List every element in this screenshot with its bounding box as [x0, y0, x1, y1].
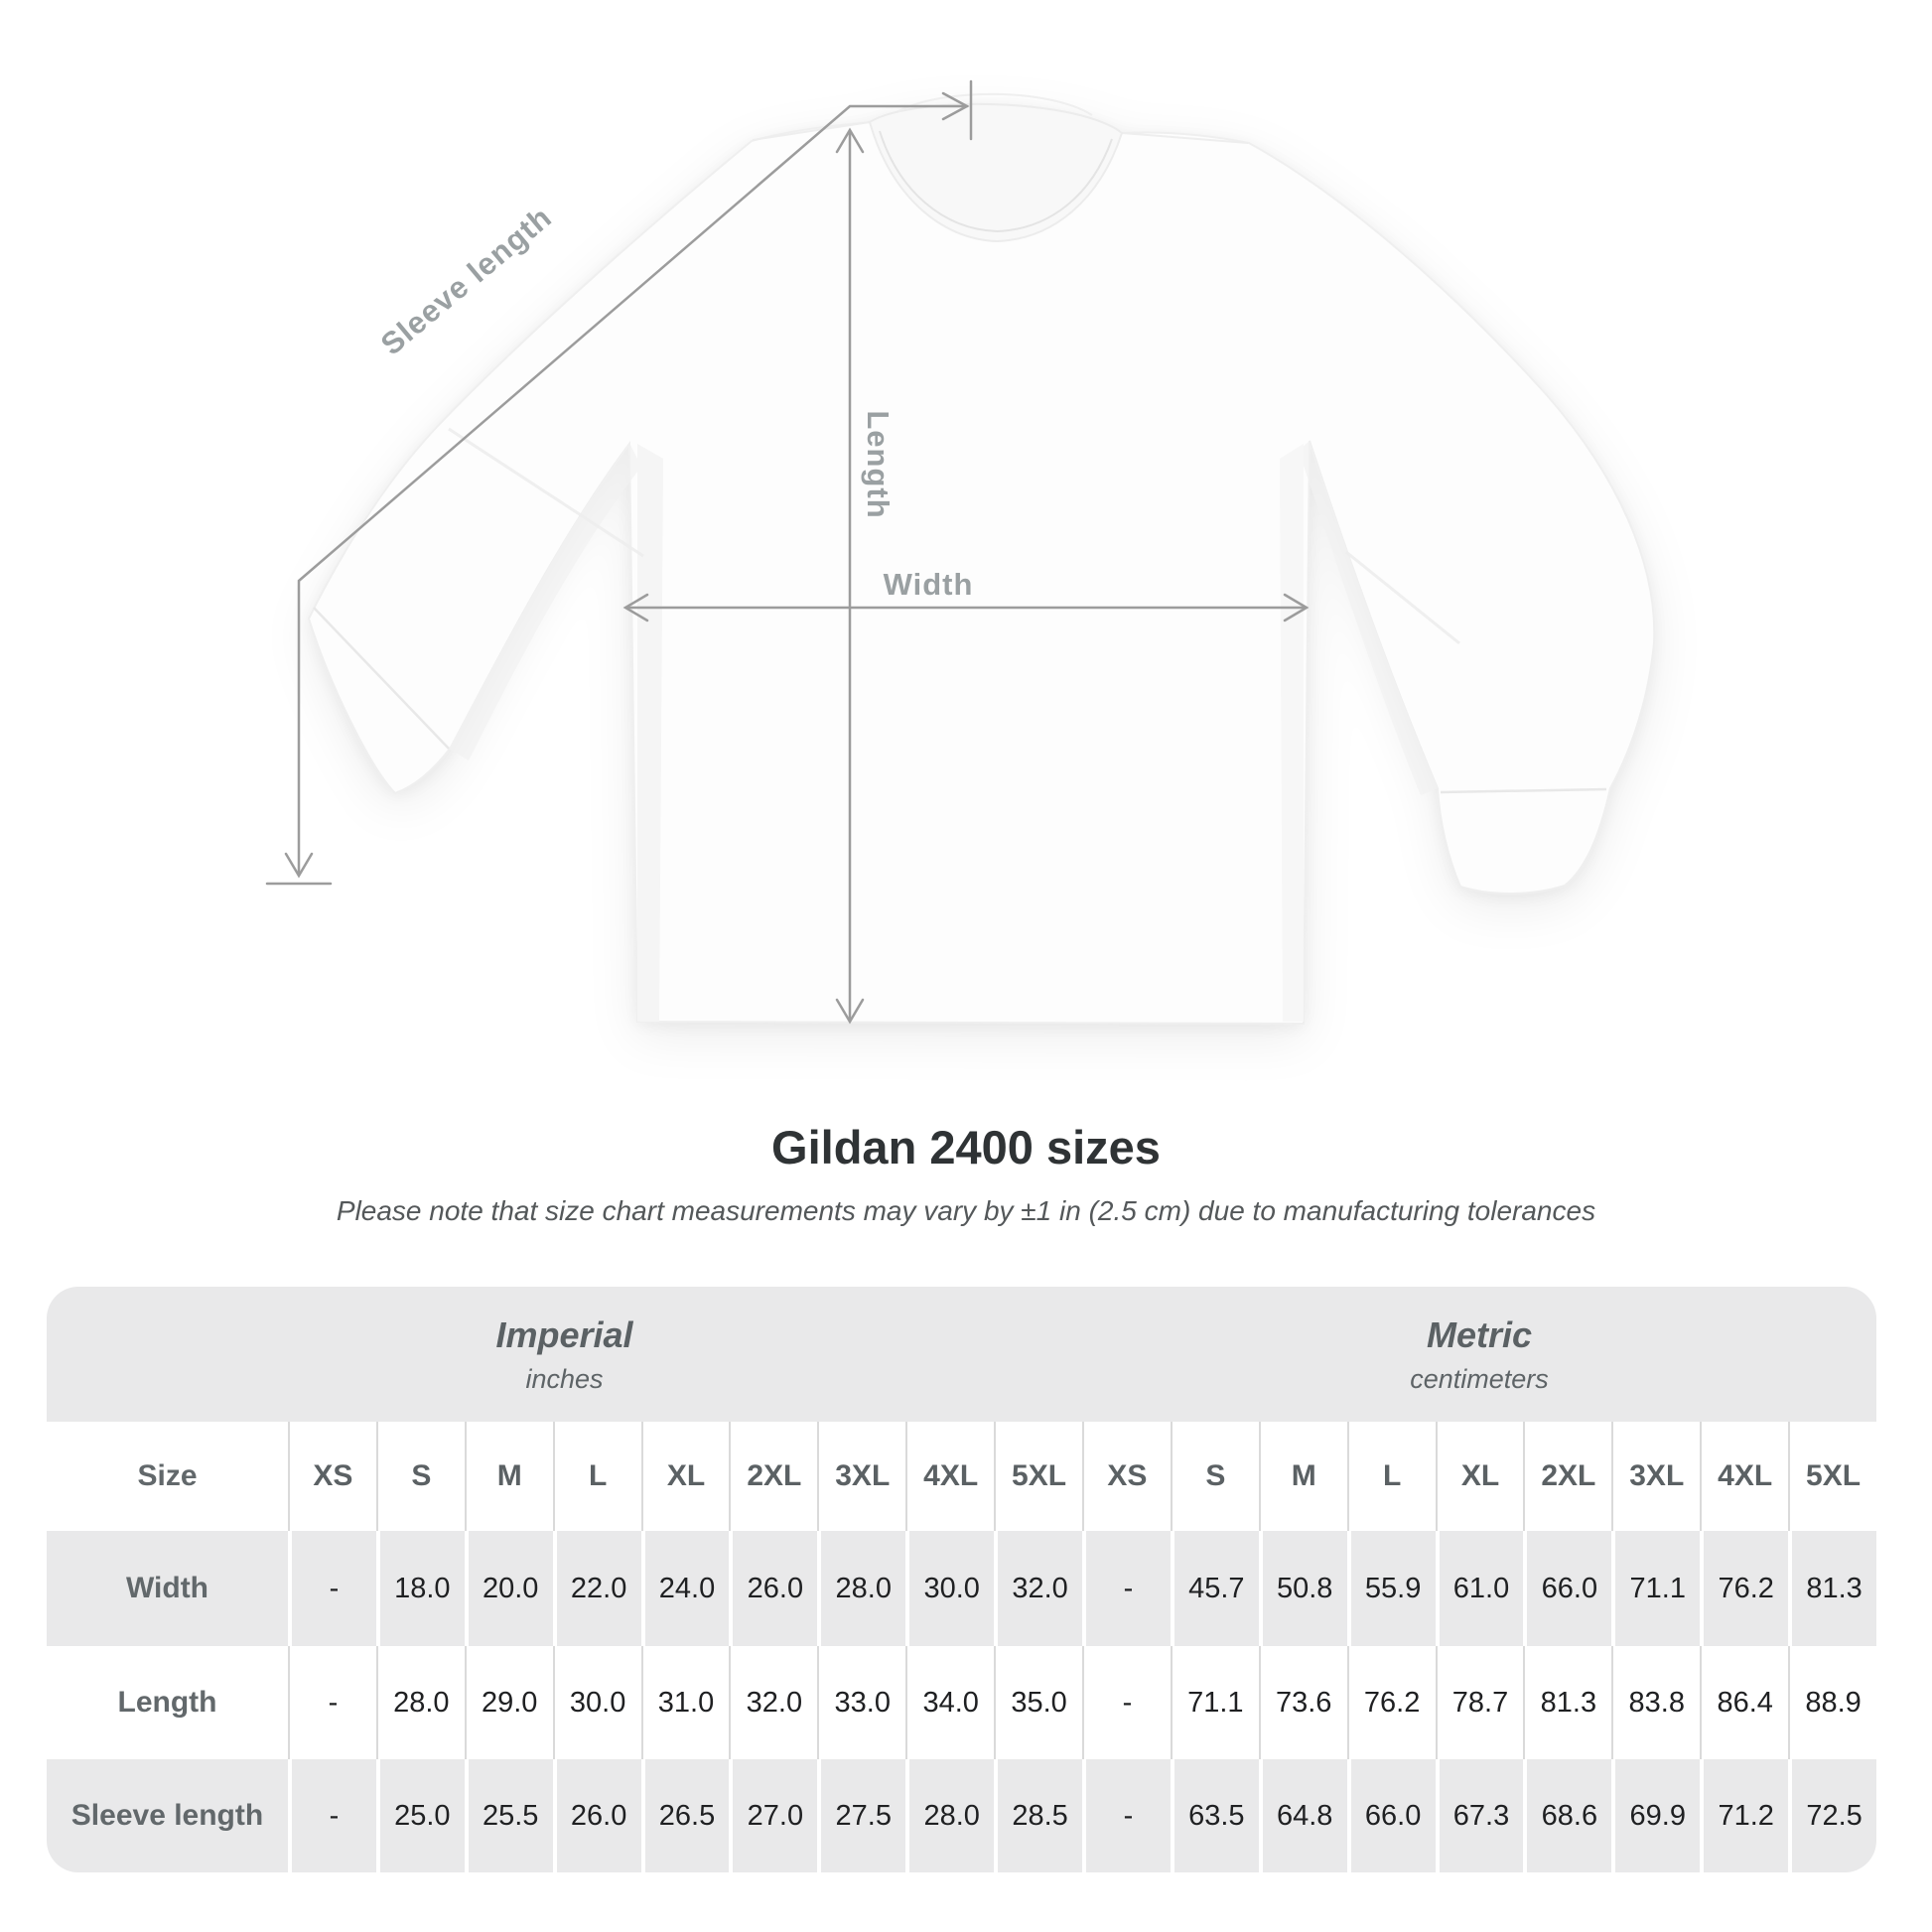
table-cell: 32.0 [729, 1646, 817, 1759]
table-cell: 72.5 [1788, 1759, 1876, 1872]
imperial-group-unit: inches [525, 1363, 604, 1394]
size-col-header: 2XL [729, 1422, 817, 1531]
table-cell: 24.0 [641, 1531, 730, 1646]
size-col-header: S [1171, 1422, 1259, 1531]
size-table [47, 1287, 1876, 1872]
width-measure-label: Width [883, 567, 974, 602]
size-col-header: XS [288, 1422, 376, 1531]
table-cell: 28.0 [817, 1531, 905, 1646]
size-col-header: M [1259, 1422, 1347, 1531]
table-cell: 45.7 [1171, 1531, 1259, 1646]
table-cell: 81.3 [1788, 1531, 1876, 1646]
metric-group-header [1082, 1287, 1876, 1422]
size-col-header: XL [641, 1422, 730, 1531]
size-col-header: M [465, 1422, 553, 1531]
table-cell: 27.0 [729, 1759, 817, 1872]
table-cell: 76.2 [1347, 1646, 1436, 1759]
table-cell: 31.0 [641, 1646, 730, 1759]
table-cell: 61.0 [1436, 1531, 1524, 1646]
table-cell: 27.5 [817, 1759, 905, 1872]
table-cell: 64.8 [1259, 1759, 1347, 1872]
table-cell: 26.0 [729, 1531, 817, 1646]
size-col-header: 5XL [1788, 1422, 1876, 1531]
table-cell: 86.4 [1700, 1646, 1788, 1759]
table-cell: - [288, 1646, 376, 1759]
size-col-header: 3XL [817, 1422, 905, 1531]
metric-group-unit: centimeters [1410, 1363, 1549, 1394]
table-cell: 20.0 [465, 1531, 553, 1646]
table-cell: 25.5 [465, 1759, 553, 1872]
metric-group-label: Metric [1426, 1313, 1532, 1355]
table-cell: 76.2 [1700, 1531, 1788, 1646]
table-cell: - [1082, 1646, 1171, 1759]
table-cell: 29.0 [465, 1646, 553, 1759]
table-cell: 73.6 [1259, 1646, 1347, 1759]
row-label-width: Width [47, 1531, 288, 1646]
table-cell: 25.0 [376, 1759, 465, 1872]
table-cell: - [1082, 1531, 1171, 1646]
table-cell: 66.0 [1523, 1531, 1611, 1646]
tolerance-note: Please note that size chart measurements may vary by ±1 in (2.5 cm) due to manufacturing tolerances [336, 1195, 1596, 1226]
size-col-header: XL [1436, 1422, 1524, 1531]
table-cell: - [288, 1759, 376, 1872]
size-col-header: 4XL [905, 1422, 994, 1531]
table-cell: 71.1 [1171, 1646, 1259, 1759]
table-cell: 32.0 [994, 1531, 1082, 1646]
table-cell: 26.5 [641, 1759, 730, 1872]
size-column-header: Size [137, 1459, 198, 1492]
table-cell: 71.2 [1700, 1759, 1788, 1872]
table-cell: 66.0 [1347, 1759, 1436, 1872]
table-cell: 67.3 [1436, 1759, 1524, 1872]
table-cell: 28.0 [905, 1759, 994, 1872]
row-label-length: Length [117, 1686, 217, 1719]
table-cell: 18.0 [376, 1531, 465, 1646]
table-cell: 28.0 [376, 1646, 465, 1759]
size-col-header: 2XL [1523, 1422, 1611, 1531]
table-cell: - [288, 1531, 376, 1646]
size-col-header: 3XL [1611, 1422, 1700, 1531]
page-title: Gildan 2400 sizes [771, 1121, 1161, 1173]
table-cell: 30.0 [905, 1531, 994, 1646]
table-cell: 33.0 [817, 1646, 905, 1759]
table-cell: 83.8 [1611, 1646, 1700, 1759]
table-cell: 78.7 [1436, 1646, 1524, 1759]
table-cell: 22.0 [553, 1531, 641, 1646]
table-cell: - [1082, 1759, 1171, 1872]
row-label-sleeve-length: Sleeve length [47, 1759, 288, 1872]
size-col-header: 4XL [1700, 1422, 1788, 1531]
imperial-group-label: Imperial [495, 1313, 633, 1355]
size-col-header: XS [1082, 1422, 1171, 1531]
table-cell: 26.0 [553, 1759, 641, 1872]
length-measure-label: Length [861, 410, 896, 519]
table-cell: 71.1 [1611, 1531, 1700, 1646]
imperial-group-header [47, 1287, 1082, 1422]
table-cell: 81.3 [1523, 1646, 1611, 1759]
table-cell: 34.0 [905, 1646, 994, 1759]
table-cell: 30.0 [553, 1646, 641, 1759]
table-cell: 68.6 [1523, 1759, 1611, 1872]
table-cell: 50.8 [1259, 1531, 1347, 1646]
size-col-header: 5XL [994, 1422, 1082, 1531]
size-col-header: S [376, 1422, 465, 1531]
table-cell: 63.5 [1171, 1759, 1259, 1872]
size-col-header: L [1347, 1422, 1436, 1531]
table-cell: 69.9 [1611, 1759, 1700, 1872]
table-cell: 28.5 [994, 1759, 1082, 1872]
sleeve-length-measure-label: Sleeve length [373, 199, 559, 362]
table-cell: 88.9 [1788, 1646, 1876, 1759]
table-cell: 55.9 [1347, 1531, 1436, 1646]
table-cell: 35.0 [994, 1646, 1082, 1759]
size-col-header: L [553, 1422, 641, 1531]
